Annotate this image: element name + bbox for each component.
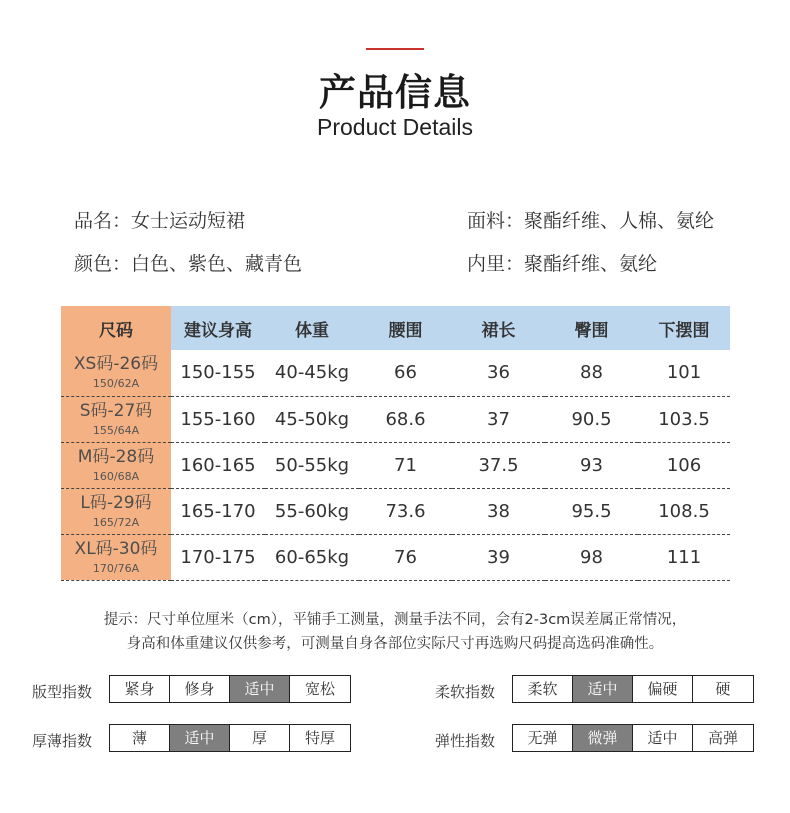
thickness-index-label: 厚薄指数	[32, 732, 93, 750]
height-cell: 150-155	[171, 350, 265, 396]
title-accent-line	[366, 48, 424, 50]
height-cell: 160-165	[171, 442, 265, 488]
col-header-waist: 腰围	[359, 306, 452, 350]
length-cell: 36	[452, 350, 545, 396]
fit-option: 紧身	[110, 676, 170, 702]
length-cell: 38	[452, 488, 545, 534]
size-cell	[61, 442, 171, 488]
col-header-length: 裙长	[452, 306, 545, 350]
table-row	[61, 442, 730, 488]
page-title: 产品信息	[319, 71, 471, 114]
fit-option: 宽松	[290, 676, 350, 702]
softness-index-scale	[512, 675, 754, 703]
size-chart	[61, 306, 730, 581]
height-cell: 165-170	[171, 488, 265, 534]
size-label: XL码-30码	[74, 538, 158, 559]
col-header-height: 建议身高	[171, 306, 265, 350]
waist-cell: 76	[359, 534, 452, 580]
product-lining: 内里：聚酯纤维、氨纶	[467, 253, 658, 275]
height-cell: 155-160	[171, 396, 265, 442]
weight-cell: 40-45kg	[265, 350, 359, 396]
size-cell	[61, 488, 171, 534]
hip-cell: 98	[545, 534, 638, 580]
elasticity-option-selected: 微弹	[573, 725, 633, 751]
hem-cell: 101	[638, 350, 730, 396]
softness-option-selected: 适中	[573, 676, 633, 702]
hip-cell: 95.5	[545, 488, 638, 534]
size-cell	[61, 534, 171, 580]
hem-cell: 111	[638, 534, 730, 580]
waist-cell: 68.6	[359, 396, 452, 442]
fit-option: 修身	[170, 676, 230, 702]
waist-cell: 71	[359, 442, 452, 488]
size-label: S码-27码	[79, 400, 153, 421]
elasticity-option: 高弹	[693, 725, 753, 751]
col-header-hem: 下摆围	[638, 306, 730, 350]
size-label: XS码-26码	[73, 354, 159, 375]
page-subtitle: Product Details	[317, 114, 473, 140]
weight-cell: 60-65kg	[265, 534, 359, 580]
col-header-size: 尺码	[61, 306, 171, 350]
size-spec: 155/64A	[92, 423, 140, 437]
waist-cell: 73.6	[359, 488, 452, 534]
table-row	[61, 396, 730, 442]
softness-option: 柔软	[513, 676, 573, 702]
softness-option: 偏硬	[633, 676, 693, 702]
table-row	[61, 350, 730, 396]
softness-option: 硬	[693, 676, 753, 702]
table-row	[61, 534, 730, 580]
hem-cell: 103.5	[638, 396, 730, 442]
product-name: 品名：女士运动短裙	[74, 210, 246, 232]
size-spec: 170/76A	[92, 561, 140, 575]
size-label: L码-29码	[80, 492, 152, 513]
measurement-note-line2: 身高和体重建议仅供参考，可测量自身各部位实际尺寸再选购尺码提高选码准确性。	[126, 636, 664, 652]
thickness-option: 特厚	[290, 725, 350, 751]
fit-option-selected: 适中	[230, 676, 290, 702]
hem-cell: 108.5	[638, 488, 730, 534]
elasticity-index-scale	[512, 724, 754, 752]
size-spec: 150/62A	[92, 377, 140, 391]
thickness-index-scale	[109, 724, 351, 752]
length-cell: 37	[452, 396, 545, 442]
product-colors: 颜色：白色、紫色、藏青色	[74, 253, 303, 275]
col-header-hip: 臀围	[545, 306, 638, 350]
weight-cell: 50-55kg	[265, 442, 359, 488]
size-chart-header	[61, 306, 730, 350]
fit-index-label: 版型指数	[32, 683, 93, 701]
elasticity-index-label: 弹性指数	[435, 732, 496, 750]
length-cell: 39	[452, 534, 545, 580]
hip-cell: 93	[545, 442, 638, 488]
thickness-option-selected: 适中	[170, 725, 230, 751]
size-spec: 160/68A	[92, 469, 140, 483]
product-fabric: 面料：聚酯纤维、人棉、氨纶	[467, 210, 715, 232]
fit-index-scale	[109, 675, 351, 703]
elasticity-option: 适中	[633, 725, 693, 751]
size-spec: 165/72A	[92, 515, 140, 529]
thickness-option: 厚	[230, 725, 290, 751]
hip-cell: 88	[545, 350, 638, 396]
measurement-note-line1: 提示：尺寸单位厘米（cm），平铺手工测量，测量手法不同，会有2-3cm误差属正常情况，	[103, 612, 687, 628]
size-label: M码-28码	[77, 446, 155, 467]
waist-cell: 66	[359, 350, 452, 396]
size-cell	[61, 350, 171, 396]
col-header-weight: 体重	[265, 306, 359, 350]
length-cell: 37.5	[452, 442, 545, 488]
hem-cell: 106	[638, 442, 730, 488]
size-cell	[61, 396, 171, 442]
table-row	[61, 488, 730, 534]
weight-cell: 55-60kg	[265, 488, 359, 534]
hip-cell: 90.5	[545, 396, 638, 442]
softness-index-label: 柔软指数	[435, 683, 496, 701]
thickness-option: 薄	[110, 725, 170, 751]
weight-cell: 45-50kg	[265, 396, 359, 442]
height-cell: 170-175	[171, 534, 265, 580]
elasticity-option: 无弹	[513, 725, 573, 751]
